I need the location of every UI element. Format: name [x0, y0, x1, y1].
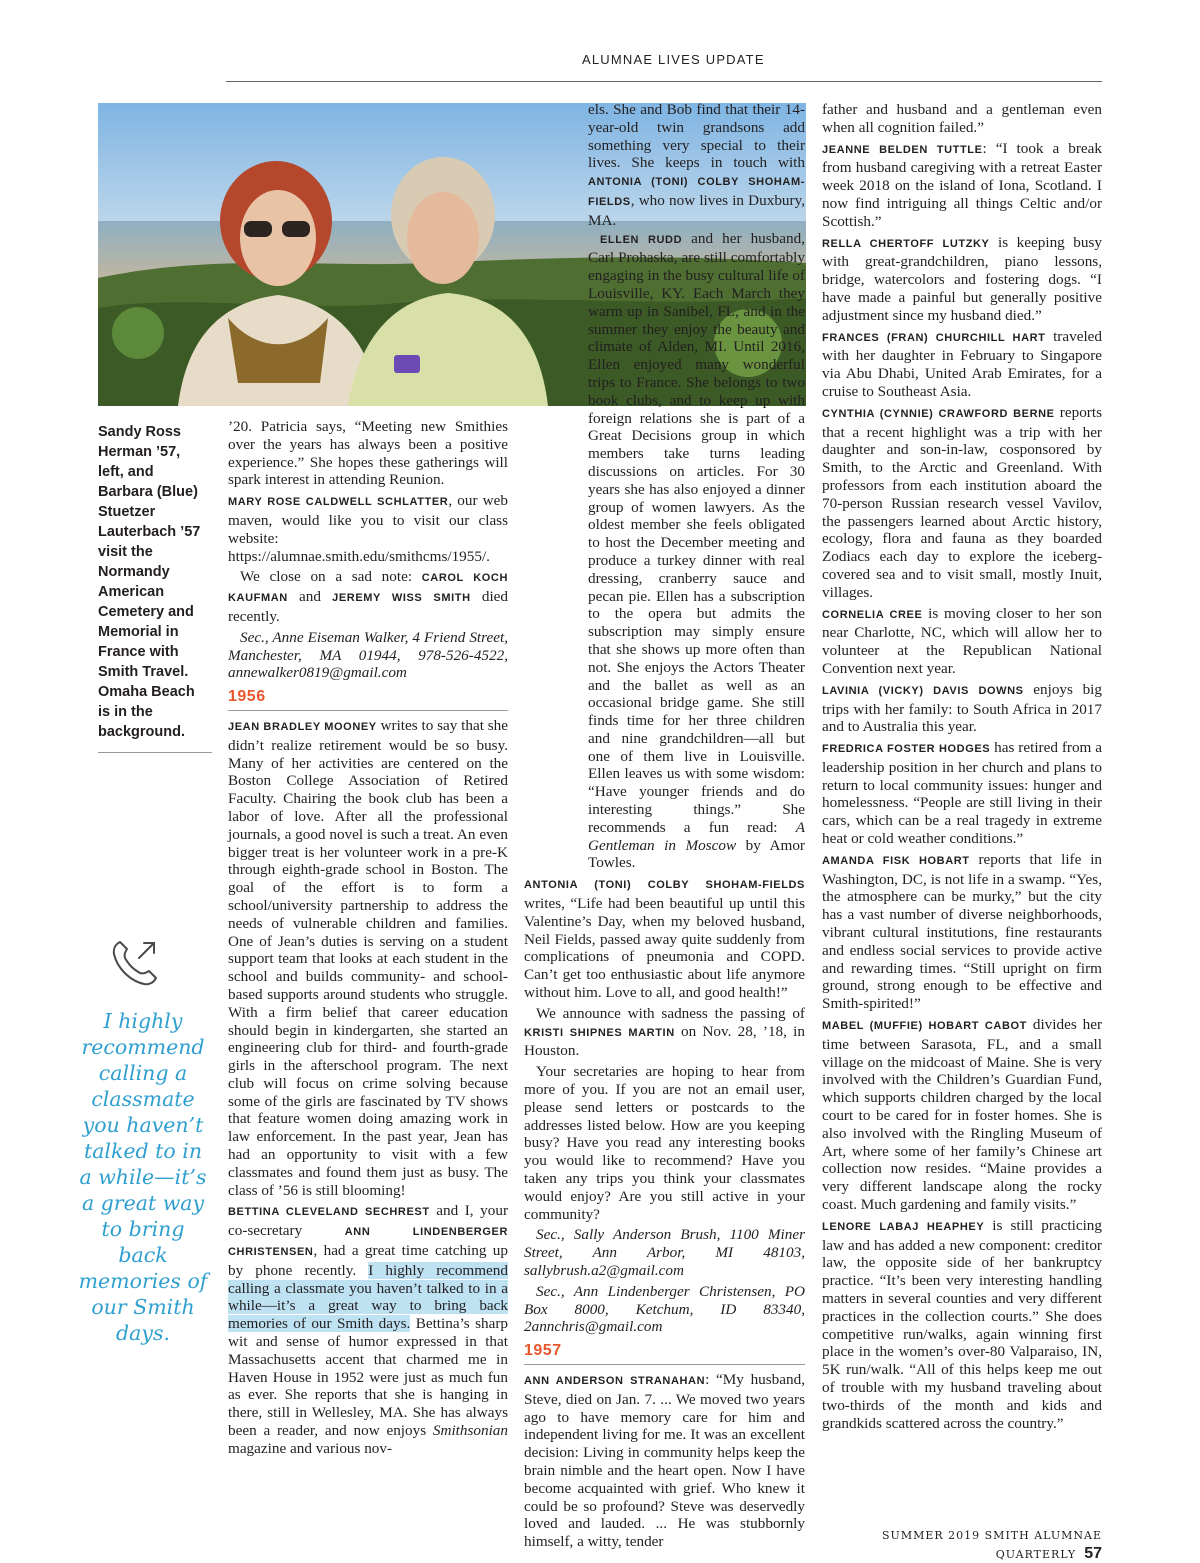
- paragraph: [822, 681, 1102, 736]
- paragraph: [822, 1016, 1102, 1214]
- paragraph: [228, 717, 508, 1200]
- text: magazine and various nov-: [228, 1439, 393, 1457]
- paragraph: [822, 739, 1102, 848]
- paragraph: [228, 492, 508, 565]
- classmate-name: MARY ROSE CALDWELL SCHLATTER: [228, 496, 449, 509]
- phone-outgoing-icon: [108, 936, 162, 990]
- paragraph: [822, 140, 1102, 231]
- classmate-name: AMANDA FISK HOBART: [822, 854, 970, 867]
- paragraph: [524, 875, 805, 1002]
- class-year-heading: 1956: [228, 688, 266, 706]
- paragraph: [822, 605, 1102, 678]
- text: writes, “Life had been beautiful up until this Valentine’s Day, when my beloved husband, Neil Fields, passed away quite suddenly from complications of pneumonia and COPD. Can’t get too enthusiastic about life anymore without him. Love to all, and good health!”: [524, 895, 805, 1002]
- text: Bettina’s sharp wit and sense of humor expressed in that Massachusetts accent that charmed me in Haven House in 1952 were just as much fun as ever. She reports that she is hanging in there, still in Wellesley, MA. She has always been a reader, and now enjoys: [228, 1315, 508, 1440]
- paragraph: [822, 234, 1102, 325]
- classmate-name: JEAN BRADLEY MOONEY: [228, 720, 377, 733]
- classmate-name: ANTONIA (TONI) COLBY SHOHAM-FIELDS: [524, 879, 805, 892]
- paragraph: [524, 1005, 805, 1060]
- text: reports that life in Washington, DC, is not life in a swamp. “Yes, the atmosphere can be murky,” but the city has a vast number of diverse neighborhoods, vibrant cultural institutions, fine restaurants and endless social services to provide active and rewarding times. “Still upright on firm ground, strong enough to be effective and Smith-spirited!”: [822, 850, 1103, 1013]
- classmate-name: MABEL (MUFFIE) HOBART CABOT: [822, 1020, 1027, 1033]
- page-footer: [772, 1524, 1102, 1563]
- text: We close on a sad note:: [240, 568, 422, 586]
- section-label: ALUMNAE LIVES UPDATE: [582, 52, 765, 67]
- pull-quote: I highly recommend calling a classmate you haven’t talked to in a while—it’s a great way to bring back memories of our Smith days.: [78, 1009, 208, 1345]
- text: , who now lives in Duxbury, MA.: [588, 191, 805, 229]
- classmate-name: ANN ANDERSON STRANAHAN: [524, 1374, 706, 1387]
- classmate-name: JEREMY WISS SMITH: [332, 592, 471, 605]
- text: writes to say that she didn’t realize retirement would be so busy. Many of her activities are centered on the Boston College Association of Retired Faculty. Chairing the book club has been a labor of love. After all the professional journals, a good novel is such a treat. An even bigger treat is her volunteer work in a pre-K through eighth-grade school in Boston. The goal of the effort is to form a school/university partnership to address the needs of vulnerable children and families. One of Jean’s duties is serving on a student support team that looks at each student in the school and builds community- and school-based supports around students who struggle. With a firm belief that career education should begin in kindergarten, she started an engineering club for third- and fourth-grade girls in the afterschool program. The next club will focus on crime solving because some of the girls are fascinated by TV shows that feature women doing amazing work in law enforcement. In the past year, Jean has had an opportunity to visit with a few classmates and found them just as busy. The class of ’56 is still blooming!: [228, 716, 508, 1199]
- text: : “I took a break from husband caregiving with a retreat Easter week 2018 on the island of Iona, Scotland. I now find intriguing all things Celtic and/or Scottish.”: [822, 139, 1102, 230]
- classmate-name: RELLA CHERTOFF LUTZKY: [822, 237, 990, 250]
- column-2: [524, 101, 805, 1551]
- year-divider: [228, 710, 508, 711]
- text: on Nov. 28, ’18, in Houston.: [524, 1022, 805, 1060]
- text: is moving closer to her son near Charlotte, NC, which will allow her to volunteer at the Republican National Convention next year.: [822, 604, 1102, 677]
- classmate-name: CYNTHIA (CYNNIE) CRAWFORD BERNE: [822, 407, 1055, 420]
- text: : “My husband, Steve, died on Jan. 7. ... We moved two years ago to have memory care for him and independent living for me. It was an excellent decision: Living in community helps keep the brain nimble and the heart open. Now I have become acquainted with grief. Who knew it could be so profound? Steve was deservedly loved and lauded. ... He was stubbornly himself, a witty, tender: [524, 1370, 805, 1551]
- secretary-address: Sec., Ann Lindenberger Christensen, PO Box 8000, Ketchum, ID 83340, 2annchris@gmail.com: [524, 1282, 805, 1336]
- paragraph: [524, 1371, 805, 1551]
- text: is keeping busy with great-grandchildren, piano lessons, bridge, watercolors and fostering dogs. “I have made a painful but generally positive adjustment since my husband died.”: [822, 233, 1102, 324]
- paragraph: [228, 568, 508, 625]
- classmate-name: ELLEN RUDD: [600, 233, 683, 246]
- classmate-name: ANTONIA (TONI) COLBY SHOHAM-FIELDS: [588, 176, 805, 208]
- paragraph: [822, 1217, 1102, 1433]
- text: has retired from a leadership position in her church and plans to return to local community issues: hunger and homelessness. “People are still living in their cars, which can be a real tragedy in extreme heat or cold weather conditions.”: [822, 739, 1103, 848]
- text: , our web maven, would like you to visit our class website: https://alumnae.smith.edu/smithcms/1955/.: [228, 492, 508, 565]
- page-number: 57: [1084, 1545, 1102, 1562]
- text: reports that a recent highlight was a trip with her daughter and son-in-law, cosponsored by Smith, to the Arctic and Greenland. With professors from each institution aboard the 70-person Russian research vessel Vavilov, the passengers learned about Arctic history, ecology, flora and fauna as they boarded Zodiacs each day to explore the iceberg-covered sea and to visit small, mostly Inuit, villages.: [822, 403, 1102, 601]
- classmate-name: BETTINA CLEVELAND SECHREST: [228, 1206, 430, 1219]
- issue-label: SUMMER 2019 SMITH ALUMNAE QUARTERLY: [882, 1529, 1102, 1561]
- paragraph: Your secretaries are hoping to hear from more of you. If you are not an email user, please send letters or postcards to the addresses listed below. How are you keeping busy? Have you read any interesting books you would like to recommend? Have you taken any trips you think your classmates would enjoy? Are you still active in your community?: [524, 1063, 805, 1223]
- text: and I, your co-secretary: [228, 1202, 509, 1240]
- classmate-name: FRANCES (FRAN) CHURCHILL HART: [822, 331, 1046, 344]
- paragraph: [588, 101, 805, 230]
- paragraph: [822, 404, 1102, 602]
- text: enjoys big trips with her family: to South Africa in 2017 and to Australia this year.: [822, 680, 1102, 736]
- text: We announce with sadness the passing of: [536, 1004, 805, 1022]
- paragraph: [822, 851, 1102, 1013]
- paragraph: [228, 1202, 508, 1457]
- column-1: [228, 418, 508, 1458]
- caption-divider: [98, 752, 212, 753]
- magazine-title: Smithsonian: [432, 1422, 508, 1440]
- text: died recently.: [228, 588, 509, 625]
- paragraph: [228, 418, 508, 489]
- classmate-name: FREDRICA FOSTER HODGES: [822, 743, 991, 756]
- text: traveled with her daughter in February to Singapore via Abu Dhabi, United Arab Emirates, for a cruise to Southeast Asia.: [822, 327, 1102, 400]
- column-3: [822, 101, 1102, 1432]
- class-year-heading: 1957: [524, 1342, 562, 1360]
- paragraph: [588, 230, 805, 873]
- classmate-name: LENORE LABAJ HEAPHEY: [822, 1220, 985, 1233]
- text: divides her time between Sarasota, FL, and a small village on the midcoast of Maine. She is very involved with the Children’s Guardian Fund, which supports children charged by the local court to be cared for in foster homes. She is also involved with the Ringling Museum of Art, where some of her family’s Chinese art collection now resides. “Maine provides a very different landscape along the rocky coast. Much gardening and family visits.”: [822, 1016, 1103, 1214]
- secretary-address: Sec., Anne Eiseman Walker, 4 Friend Street, Manchester, MA 01944, 978-526-4522, annewalker0819@gmail.com: [228, 628, 508, 682]
- classmate-name: JEANNE BELDEN TUTTLE: [822, 143, 983, 156]
- column-2-top: [588, 101, 805, 230]
- paragraph: father and husband and a gentleman even when all cognition failed.”: [822, 101, 1102, 136]
- book-title: A Gentleman in Moscow: [588, 818, 805, 854]
- classmate-name: ANN LINDENBERGER CHRISTENSEN: [228, 1226, 508, 1259]
- text: and her husband, Carl Prohaska, are still comfortably engaging in the busy cultural life of Louisville, KY. Each March they warm up in Sanibel, FL, and in the summer they enjoy the beauty and climate of Alden, MI. Until 2016, Ellen enjoyed many wonderful trips to France. She belongs to two book clubs, and to keep up with foreign relations she is part of a Great Decisions group in which members take turns leading discussions on articles. For 30 years she has also enjoyed a dinner group of women lawyers. As the oldest member she feels obligated to host the December meeting and produce a turkey dinner with real dressing, cranberry sauce and pecan pie. Ellen has a subscription to the opera but admits the subscription may simply ensure that she shows up more often than not. She enjoys the Actors Theater and the ballet as well as an occasional bridge game. She still finds time for her three children and nine grandchildren—all but one of them live in Louisville. Ellen leaves us with some wisdom: “Have younger friends and do interesting things.” She recommends a fun read:: [588, 229, 805, 836]
- header-rule: [226, 81, 1102, 82]
- paragraph: [822, 328, 1102, 401]
- text: by Amor Towles.: [588, 836, 805, 872]
- secretary-address: Sec., Sally Anderson Brush, 1100 Miner Street, Ann Arbor, MI 48103, sallybrush.a2@gmail.com: [524, 1226, 805, 1279]
- year-divider: [524, 1364, 805, 1365]
- classmate-name: LAVINIA (VICKY) DAVIS DOWNS: [822, 684, 1024, 697]
- classmate-name: KRISTI SHIPNES MARTIN: [524, 1026, 675, 1039]
- text: ’20. Patricia says, “Meeting new Smithies over the years has always been a positive experience.” She hopes these gatherings will spark interest in attending Reunion.: [228, 418, 508, 489]
- photo-caption: Sandy Ross Herman ’57, left, and Barbara (Blue) Stuetzer Lauterbach ’57 visit the Normandy American Cemetery and Memorial in France with Smith Travel. Omaha Beach is in the background.: [98, 424, 201, 740]
- classmate-name: CORNELIA CREE: [822, 608, 923, 621]
- text: els. She and Bob find that their 14-year-old twin grandsons add something very special to their lives. She keeps in touch with: [588, 101, 805, 172]
- text: is still practicing law and has added a new component: creditor law, the opposite side of her bankruptcy practice. “It’s been very interesting handling matters in several counties and very different practices in the collection courts.” She does competitive run/walks, again winning first place in the women’s over-80 Valparaiso, IN, 5K run/walk. “All of this helps keep me out of trouble with my husband traveling about two-thirds of the month and kids and grandkids scattered across the country.”: [822, 1216, 1102, 1432]
- text: , had a great time catching up by phone recently.: [228, 1242, 508, 1279]
- classmate-name: CAROL KOCH KAUFMAN: [228, 572, 508, 605]
- highlighted-text: I highly recommend calling a classmate you haven’t talked to in a while—it’s a great way to bring back memories of our Smith days.: [228, 1261, 508, 1333]
- text: and: [287, 588, 333, 606]
